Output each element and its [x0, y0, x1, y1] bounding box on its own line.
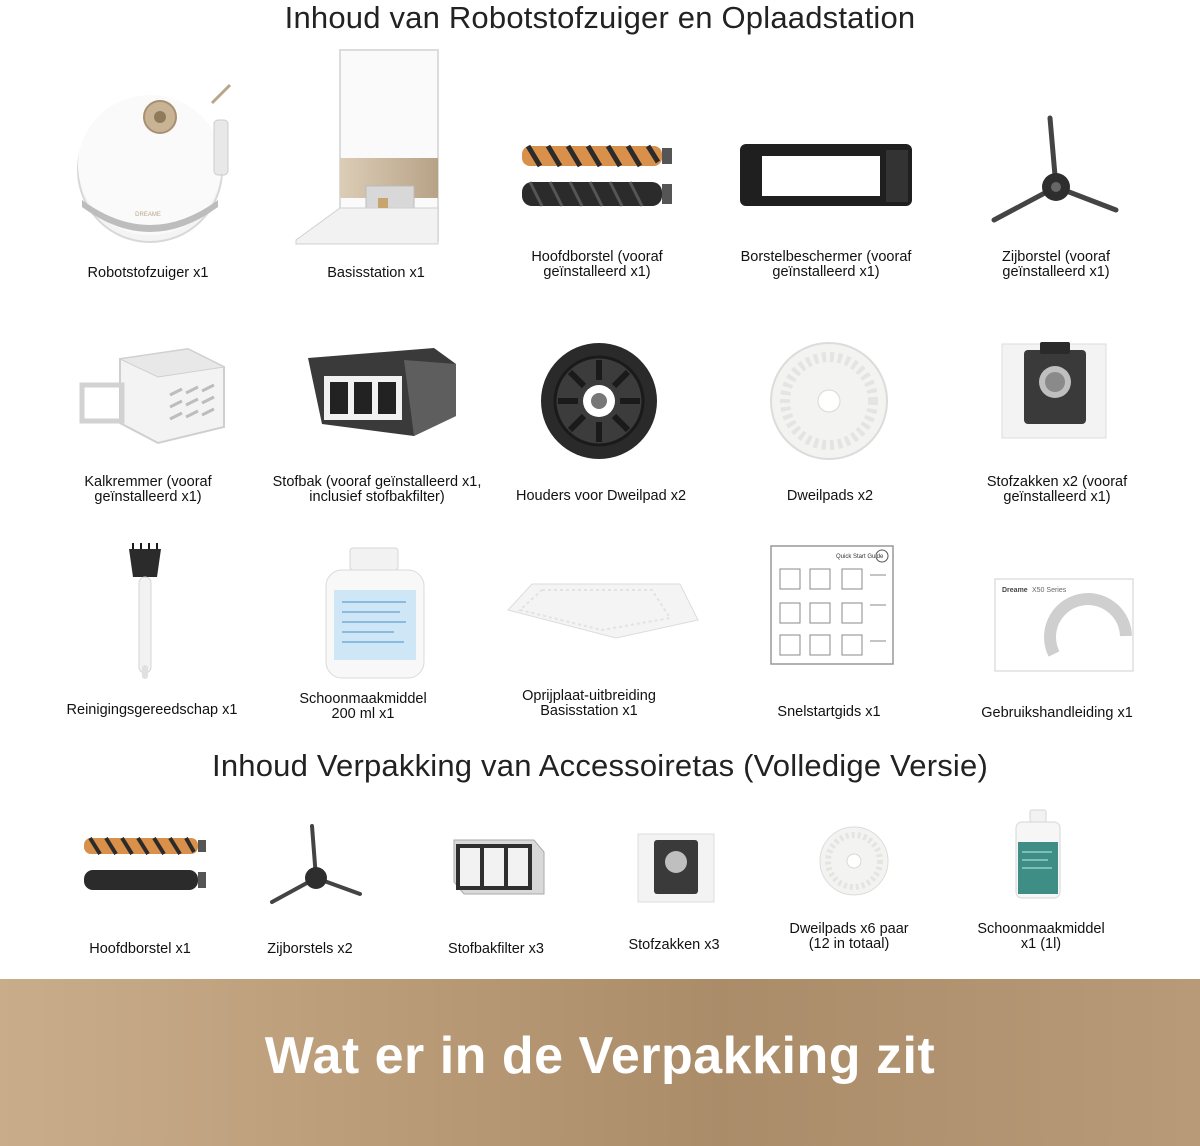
section-title-main: Inhoud van Robotstofzuiger en Oplaadstation	[284, 0, 916, 35]
accessory-main-brush-icon	[80, 832, 210, 898]
accessory-mop-pad-icon	[818, 825, 890, 897]
brush-guard-icon	[736, 140, 916, 212]
cleaning-tool-icon	[115, 543, 175, 683]
manual-brand-text: Dreame	[1002, 587, 1028, 594]
caption-mop-pads: Dweilpads x2	[786, 488, 874, 504]
caption-quick-start: Snelstartgids x1	[777, 704, 881, 720]
guide-title-text: Quick Start Guide	[836, 554, 884, 560]
robot-brand-text: DREAME	[135, 212, 161, 218]
caption-dust-bags: Stofzakken x2 (vooraf geïnstalleerd x1)	[986, 474, 1128, 505]
banner-title: Wat er in de Verpakking zit	[264, 1027, 936, 1085]
robot-vacuum-icon	[72, 75, 232, 250]
caption-scale-inhibitor: Kalkremmer (vooraf geïnstalleerd x1)	[84, 474, 212, 505]
accessory-detergent-icon	[1012, 808, 1064, 900]
caption-dust-bin: Stofbak (vooraf geïnstalleerd x1, inclusief stofbakfilter)	[272, 474, 482, 505]
section-title-accessories: Inhoud Verpakking van Accessoiretas (Volledige Versie)	[212, 748, 988, 783]
caption-acc-dust-bags: Stofzakken x3	[628, 937, 720, 953]
user-manual-icon	[994, 578, 1134, 672]
caption-acc-detergent: Schoonmaakmiddel x1 (1l)	[977, 921, 1105, 952]
detergent-bottle-icon	[320, 546, 430, 681]
main-brush-icon	[518, 138, 678, 220]
scale-inhibitor-icon	[78, 345, 228, 445]
caption-mop-holder: Houders voor Dweilpad x2	[515, 488, 687, 504]
quick-start-guide-icon	[770, 545, 894, 665]
caption-acc-main-brush: Hoofdborstel x1	[89, 941, 191, 957]
caption-robot-vacuum: Robotstofzuiger x1	[87, 265, 209, 281]
dust-bag-icon	[1000, 340, 1108, 440]
caption-acc-mop-pads: Dweilpads x6 paar (12 in totaal)	[789, 921, 909, 952]
caption-ramp-extension: Oprijplaat-uitbreiding Basisstation x1	[522, 688, 656, 719]
caption-base-station: Basisstation x1	[327, 265, 425, 281]
caption-acc-side-brushes: Zijborstels x2	[267, 941, 353, 957]
manual-series-text: X50 Series	[1032, 587, 1067, 594]
dust-filter-icon	[448, 836, 548, 898]
side-brush-icon	[988, 112, 1123, 227]
caption-detergent: Schoonmaakmiddel 200 ml x1	[299, 691, 427, 722]
caption-main-brush: Hoofdborstel (vooraf geïnstalleerd x1)	[531, 249, 663, 280]
accessory-side-brush-icon	[268, 822, 364, 908]
caption-side-brush: Zijborstel (vooraf geïnstalleerd x1)	[1002, 249, 1110, 280]
base-station-icon	[290, 48, 450, 248]
dust-bin-icon	[304, 346, 459, 438]
caption-brush-guard: Borstelbeschermer (vooraf geïnstalleerd x1)	[740, 249, 912, 280]
ramp-extension-icon	[502, 580, 702, 642]
caption-acc-dust-filter: Stofbakfilter x3	[448, 941, 544, 957]
accessory-dust-bag-icon	[636, 830, 716, 904]
mop-pad-icon	[768, 340, 890, 462]
caption-user-manual: Gebruikshandleiding x1	[981, 705, 1133, 721]
caption-cleaning-tool: Reinigingsgereedschap x1	[66, 702, 238, 718]
mop-holder-icon	[538, 340, 660, 462]
